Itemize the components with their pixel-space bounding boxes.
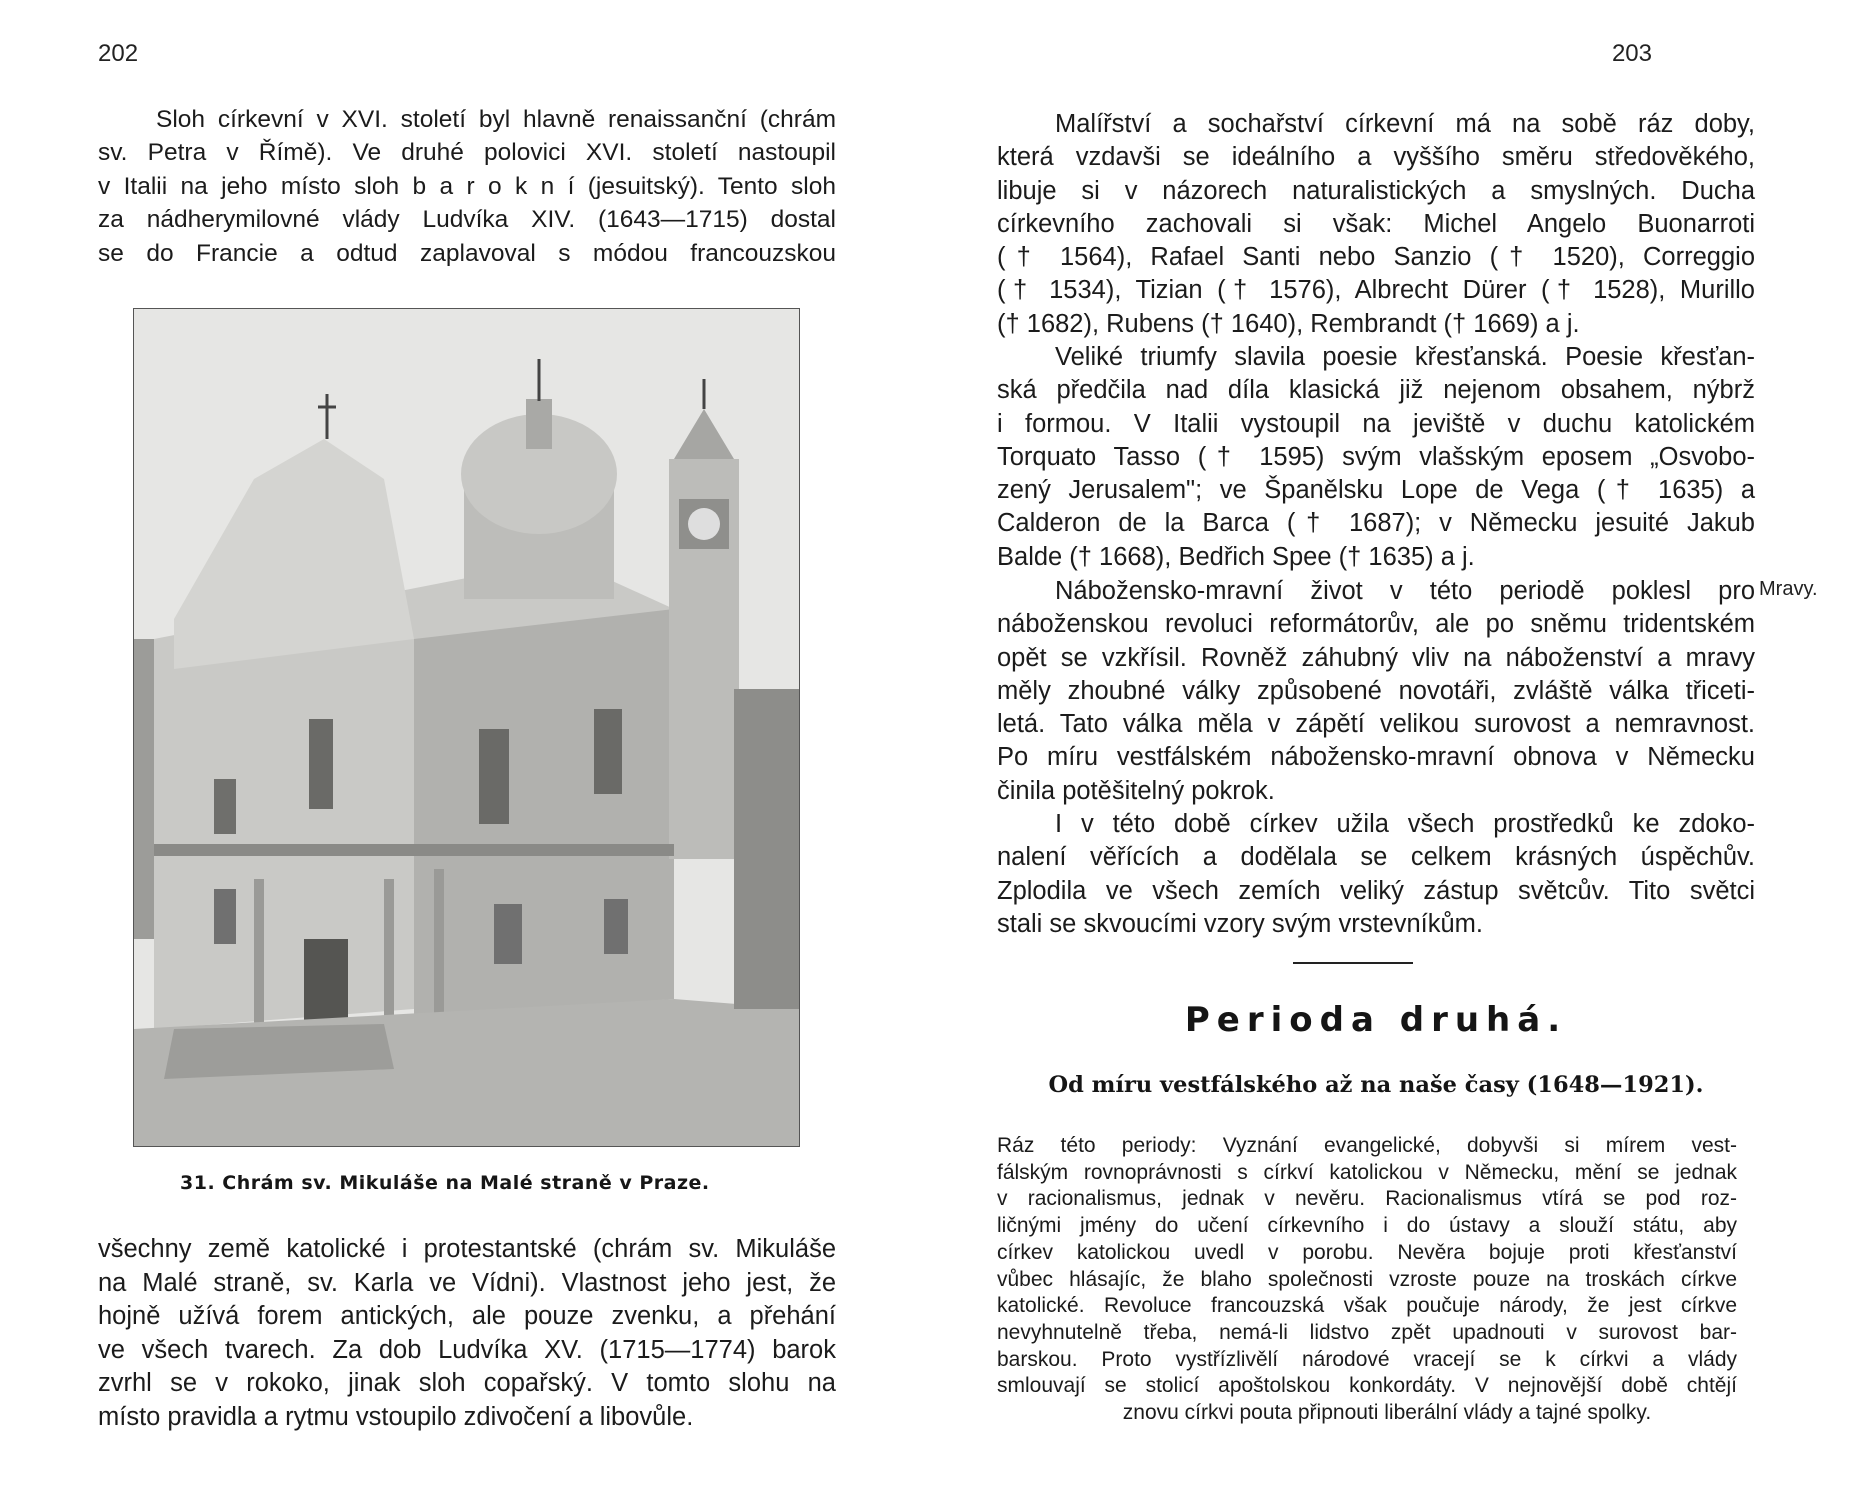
right-paragraph-4 (997, 808, 1755, 941)
text-line: stali se skvoucími vzory svým vrstevníkům. (997, 909, 1484, 938)
left-paragraph-1 (98, 103, 836, 270)
figure-caption: 31. Chrám sv. Mikuláše na Malé straně v Praze. (180, 1172, 710, 1194)
text-line: nevyhnutelně třeba, nemá-li lidstvo zpět upadnouti v surovost bar- (997, 1320, 1737, 1344)
text-line: Veliké triumfy slavila poesie křesťanská. Poesie křesťan- (1055, 343, 1755, 371)
right-page (931, 0, 1862, 1500)
text-line: letá. Tato válka měla v zápětí velikou surovost a nemravnost. (997, 710, 1755, 739)
text-line: nalení věřících a dodělala se celkem krásných úspěchův. (997, 843, 1755, 872)
text-line: všechny země katolické i protestantské (chrám sv. Mikuláše (98, 1235, 836, 1263)
text-line: opět se vzkřísil. Rovněž záhubný vliv na náboženství a mravy (997, 643, 1755, 672)
right-paragraph-2 (997, 341, 1755, 574)
text-line: církev katolickou uvedl v porobu. Nevěra bojuje proti křesťanství (997, 1240, 1737, 1264)
text-line: barskou. Proto vystřízlivělí národové vracejí se k církvi a vlády (997, 1347, 1737, 1371)
margin-note: Mravy. (1759, 578, 1818, 600)
period-summary (997, 1133, 1737, 1427)
church-photo (133, 308, 800, 1147)
text-line: vůbec hlásajíc, že blaho společnosti vzroste pouze na troskách církve (997, 1267, 1737, 1291)
text-line: církevního zachovali si však: Michel Angelo Buonarroti (997, 209, 1755, 238)
text-line: Torquato Tasso († 1595) svým vlašským eposem „Osvobo- (997, 442, 1755, 471)
text-line: ve všech tvarech. Za dob Ludvíka XV. (1715—1774) barok (98, 1335, 836, 1364)
section-divider (1293, 962, 1413, 964)
text-line: I v této době církev užila všech prostředků ke zdoko- (1055, 810, 1755, 838)
text-line: Malířství a sochařství církevní má na sobě ráz doby, (1055, 110, 1755, 138)
text-line: Zplodila ve všech zemích veliký zástup světcův. Tito světci (997, 876, 1755, 905)
page-number-left: 202 (98, 40, 139, 67)
text-line: Sloh církevní v XVI. století byl hlavně renaissanční (chrám (156, 106, 836, 133)
text-line: († 1534), Tizian († 1576), Albrecht Dürer († 1528), Murillo (997, 276, 1755, 305)
text-line: Nábožensko-mravní život v této periodě poklesl pro (1055, 577, 1755, 605)
text-line: Ráz této periody: Vyznání evangelické, dobyvši si mírem vest- (997, 1134, 1737, 1157)
section-subtitle: Od míru vestfálského až na naše časy (1648—1921). (1048, 1072, 1704, 1098)
page-number-right: 203 (1611, 40, 1652, 67)
text-line: se do Francie a odtud zaplavoval s módou francouzskou (98, 239, 836, 267)
text-line: náboženskou revoluci reformátorův, ale po sněmu tridentském (997, 610, 1755, 639)
text-line: zvrhl se v rokoko, jinak sloh copařský. V tomto slohu na (98, 1369, 836, 1398)
text-line: za nádherymilovné vlády Ludvíka XIV. (1643—1715) dostal (98, 206, 836, 234)
text-line: zený Jerusalem"; ve Španělsku Lope de Vega († 1635) a (997, 476, 1755, 505)
text-line: ličnými jmény do učení církevního i do ústavy a slouží státu, aby (997, 1214, 1737, 1238)
text-line: († 1564), Rafael Santi nebo Sanzio († 1520), Correggio (997, 243, 1755, 272)
text-line: Calderon de la Barca († 1687); v Německu jesuité Jakub (997, 509, 1755, 538)
right-paragraph-3 (997, 575, 1755, 808)
text-line: ská předčila nad díla klasická již nejenom obsahem, nýbrž (997, 376, 1755, 405)
text-line: činila potěšitelný pokrok. (997, 776, 1275, 805)
text-line: Balde († 1668), Bedřich Spee († 1635) a j. (997, 542, 1475, 571)
text-line: znovu církvi pouta připnouti liberální vlády a tajné spolky. (1122, 1401, 1652, 1425)
text-line: v Italii na jeho místo sloh b a r o k n í (jesuitský). Tento sloh (98, 172, 836, 200)
left-paragraph-2 (98, 1233, 836, 1435)
text-line: libuje si v názorech naturalistických a smyslných. Ducha (997, 176, 1755, 205)
section-title: Perioda druhá. (1184, 1000, 1568, 1040)
text-line: měly zhoubné války způsobené novotáři, zvláště válka třiceti- (997, 676, 1755, 705)
text-line: hojně užívá forem antických, ale pouze zvenku, a přehání (98, 1302, 836, 1331)
right-paragraph-1 (997, 108, 1755, 341)
church-illustration (134, 309, 799, 1146)
text-line: fálským rovnoprávnosti s církví katolickou v Německu, mění se jednak (997, 1160, 1737, 1184)
text-line: která vzdavši se ideálního a vyššího směru středověkého, (997, 143, 1755, 172)
text-line: katolické. Revoluce francouzská však poučuje národy, že jest církve (997, 1294, 1737, 1318)
text-line: smlouvají se stolicí apoštolskou konkordáty. V nejnovější době chtějí (997, 1374, 1737, 1398)
text-line: místo pravidla a rytmu vstoupilo zdivočení a libovůle. (98, 1402, 694, 1431)
text-line: sv. Petra v Římě). Ve druhé polovici XVI. století nastoupil (98, 139, 836, 167)
text-line: i formou. V Italii vystoupil na jeviště v duchu katolickém (997, 409, 1755, 438)
text-line: na Malé straně, sv. Karla ve Vídni). Vlastnost jeho jest, že (98, 1268, 836, 1297)
text-line: († 1682), Rubens († 1640), Rembrandt († 1669) a j. (997, 309, 1580, 338)
text-line: Po míru vestfálském nábožensko-mravní obnova v Německu (997, 743, 1755, 772)
text-line: v racionalismus, jednak v nevěru. Racionalismus vtírá se pod roz- (997, 1187, 1737, 1211)
